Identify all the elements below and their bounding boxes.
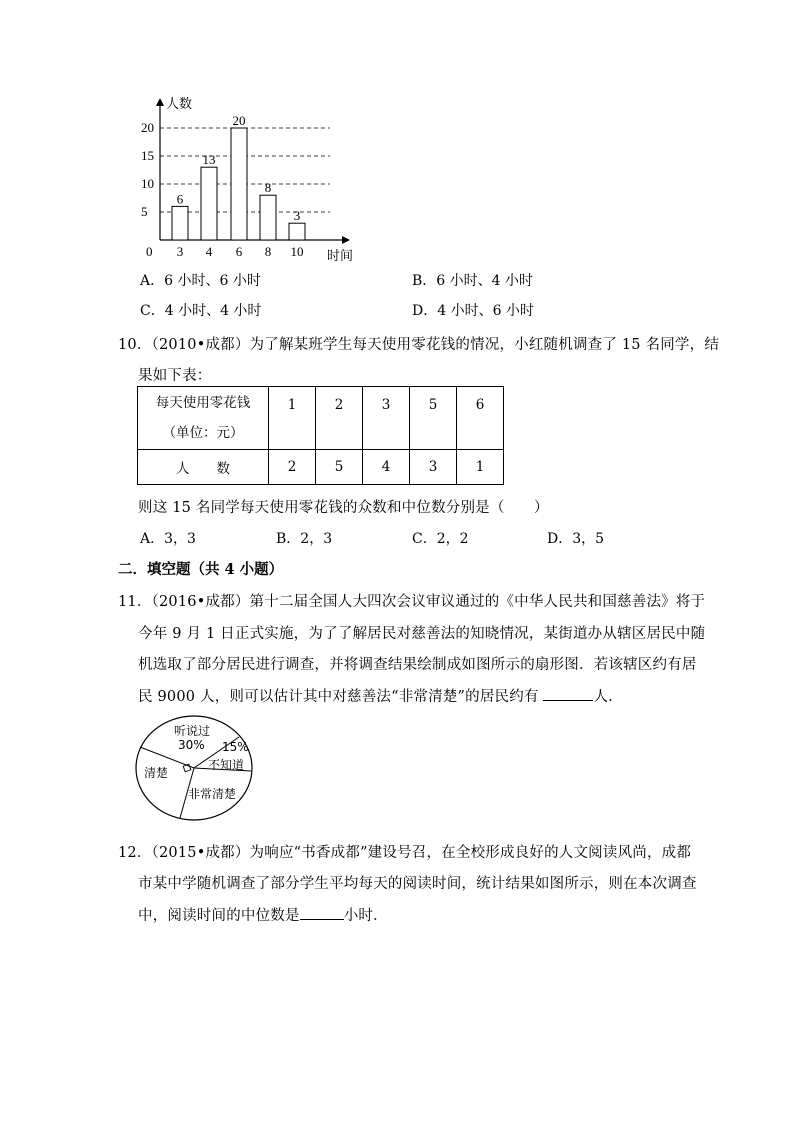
pie-label-very-clear: 非常清楚 [188,787,237,801]
q10-option-a: A．3，3 [140,531,196,547]
pie-label-heard: 听说过 [174,724,211,738]
table-header-line1: 每天使用零花钱 [155,395,251,411]
x-tick-label: 10 [290,244,304,259]
q12-text-after-blank: 小时． [343,908,388,924]
pie-label-clear: 清楚 [144,766,169,780]
pie-label-unknown: 不知道 [208,758,245,772]
bar-data-label: 20 [232,113,246,128]
table-cell: 1 [269,387,316,450]
table-cell: 3 [363,387,410,450]
q11-text-after-blank: 人． [593,689,623,705]
q10-option-b: B．2，3 [276,531,333,547]
table-cell: 5 [316,450,363,485]
y-tick-label: 5 [141,204,148,219]
pie-percent-unknown: 15% [222,740,249,754]
x-axis-arrow [342,236,350,244]
q9-option-c: C．4 小时、4 小时 [140,303,262,319]
table-cell: 4 [363,450,410,485]
q9-option-d: D．4 小时、6 小时 [412,303,534,319]
bar [289,223,305,240]
pie-chart [134,713,259,823]
q11-stem-line2: 今年 9 月 1 日正式实施，为了了解居民对慈善法的知晓情况，某街道办从辖区居民中随 [138,626,706,642]
y-axis-arrow [156,98,164,106]
bar [201,167,217,240]
q11-stem-line4 [138,685,623,706]
x-tick-label: 6 [235,244,243,259]
table-header-cell [138,387,269,450]
q10-option-c: C．2，2 [412,531,469,547]
q12-stem-line3 [138,904,388,925]
table-cell: 2 [316,387,363,450]
q10-question: 则这 15 名同学每天使用零花钱的众数和中位数分别是（ ） [138,500,549,516]
bar [231,128,247,240]
y-axis-label: 人数 [166,97,193,112]
bar-data-label: 8 [264,180,272,196]
q9-option-b: B．6 小时、4 小时 [412,273,534,289]
y-tick-label: 10 [141,176,154,191]
table-cell: 1 [457,450,504,485]
q10-stem-line2: 果如下表： [138,368,212,384]
y-tick-label: 20 [141,120,154,135]
table-row [138,387,504,450]
table-cell: 5 [410,387,457,450]
origin-label: 0 [146,244,153,259]
money-table [137,386,504,485]
q12-stem-line2: 市某中学随机调查了部分学生平均每天的阅读时间，统计结果如图所示，则在本次调查 [138,876,697,892]
pie-percent-heard: 30% [178,738,205,752]
bar-data-label: 13 [202,152,216,168]
table-cell: 3 [410,450,457,485]
table-cell: 6 [457,387,504,450]
x-axis-label: 时间 [327,249,354,264]
q12-stem-line1: 12．（2015•成都）为响应“书香成都”建设号召，在全校形成良好的人文阅读风尚，成都 [118,845,692,861]
answer-blank[interactable] [300,919,344,920]
y-tick-label: 15 [141,148,154,163]
section-title: 二．填空题（共 4 小题） [118,561,284,578]
bar [172,206,188,240]
q11-stem-line1: 11．（2016•成都）第十二届全国人大四次会议审议通过的《中华人民共和国慈善法》将于 [118,594,706,610]
bar-data-label: 6 [176,191,184,207]
q10-option-d: D．3，5 [547,531,605,547]
table-header-line2: （单位：元） [162,425,244,441]
bar [260,195,276,240]
q10-stem-line1: 10．（2010•成都）为了解某班学生每天使用零花钱的情况，小红随机调查了 15 名同学，结 [118,337,720,353]
q12-text-before-blank: 中，阅读时间的中位数是 [138,908,300,924]
x-tick-label: 3 [176,244,184,259]
q9-option-a: A．6 小时、6 小时 [140,273,261,289]
table-row-label: 人 数 [138,450,269,485]
bar-chart [130,92,370,267]
x-tick-label: 8 [264,244,272,259]
q11-stem-line3: 机选取了部分居民进行调查，并将调查结果绘制成如图所示的扇形图．若该辖区约有居 [138,657,697,673]
table-cell: 2 [269,450,316,485]
q11-text-before-blank: 民 9000 人，则可以估计其中对慈善法“非常清楚”的居民约有 [138,689,544,705]
bar-data-label: 3 [293,208,301,224]
table-row [138,450,504,485]
x-tick-label: 4 [205,244,213,259]
answer-blank[interactable] [543,700,593,701]
